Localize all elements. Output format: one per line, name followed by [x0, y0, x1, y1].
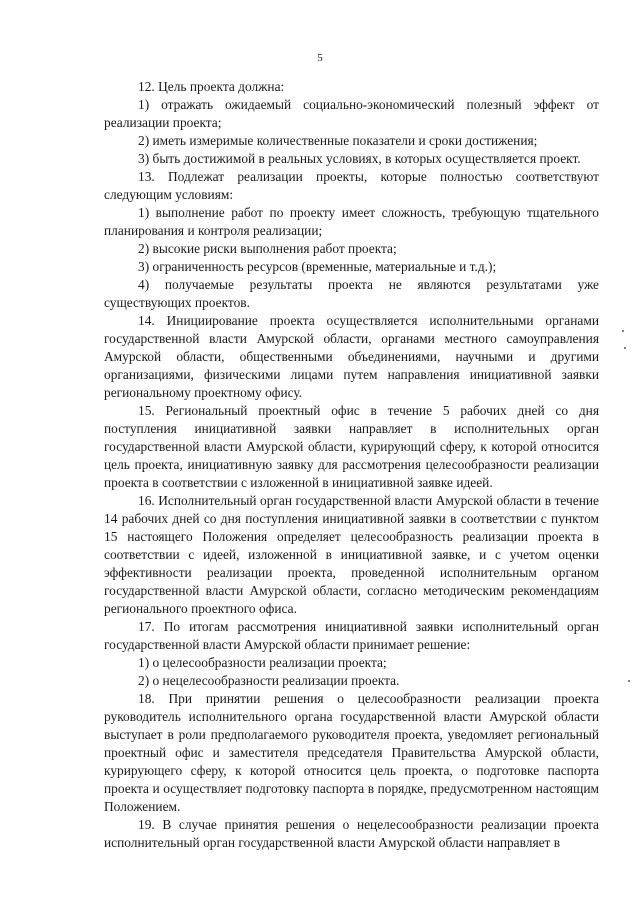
scan-speck [622, 330, 624, 332]
paragraph-18: 18. При принятии решения о целесообразности реализации проекта руководитель исполнительного органа государственной власти Амурской области выступает в роли предполагаемого руководителя проекта, уведомляет региональный проектный офис и заместителя председателя Правительства Амурской области, курирующего сферу, к которой относится цель проекта, о подготовке паспорта проекта и осуществляет подготовку паспорта в порядке, предусмотренном настоящим Положением. [104, 691, 599, 814]
paragraph-13-item-4: 4) получаемые результаты проекта не являются результатами уже существующих проектов. [104, 277, 599, 310]
paragraph-12-item-3: 3) быть достижимой в реальных условиях, в которых осуществляется проект. [138, 151, 581, 166]
paragraph-12: 12. Цель проекта должна: [138, 79, 285, 94]
paragraph-12-item-2: 2) иметь измеримые количественные показатели и сроки достижения; [138, 133, 538, 148]
paragraph-17: 17. По итогам рассмотрения инициативной заявки исполнительный орган государственной власти Амурской области принимает решение: [104, 619, 599, 652]
paragraph-13: 13. Подлежат реализации проекты, которые полностью соответствуют следующим условиям: [104, 169, 599, 202]
paragraph-12-item-1: 1) отражать ожидаемый социально-экономический полезный эффект от реализации проекта; [104, 97, 599, 130]
paragraph-13-item-2: 2) высокие риски выполнения работ проекта; [138, 241, 397, 256]
paragraph-19: 19. В случае принятия решения о нецелесообразности реализации проекта исполнительный орган государственной власти Амурской области направляет в [104, 817, 599, 850]
scan-speck [628, 680, 630, 682]
paragraph-17-item-1: 1) о целесообразности реализации проекта; [138, 655, 387, 670]
paragraph-13-item-3: 3) ограниченность ресурсов (временные, материальные и т.д.); [138, 259, 497, 274]
page-number: 5 [317, 52, 323, 64]
paragraph-16: 16. Исполнительный орган государственной власти Амурской области в течение 14 рабочих дней со дня поступления инициативной заявки в соответствии с пунктом 15 настоящего Положения определяет целесообразность реализации проекта в соответствии с идеей, изложенной в инициативной заявке, и с учетом оценки эффективности реализации проекта, проведенной исполнительным органом государственной власти Амурской области, согласно методическим рекомендациям регионального проектного офиса. [104, 493, 599, 616]
paragraph-14: 14. Инициирование проекта осуществляется исполнительными органами государственной власти Амурской области, органами местного самоуправления Амурской области, общественными объединениями, научными и другими организациями, физическими лицами путем направления инициативной заявки региональному проектному офису. [104, 313, 599, 400]
paragraph-17-item-2: 2) о нецелесообразности реализации проекта. [138, 673, 400, 688]
paragraph-15: 15. Региональный проектный офис в течение 5 рабочих дней со дня поступления инициативной заявки направляет в исполнительных орган государственной власти Амурской области, курирующий сферу, к которой относится цель проекта, инициативную заявку для рассмотрения целесообразности реализации проекта в соответствии с изложенной в инициативной заявке идеей. [104, 403, 599, 490]
paragraph-13-item-1: 1) выполнение работ по проекту имеет сложность, требующую тщательного планирования и контроля реализации; [104, 205, 599, 238]
scan-speck [624, 347, 626, 349]
document-body [104, 78, 599, 852]
